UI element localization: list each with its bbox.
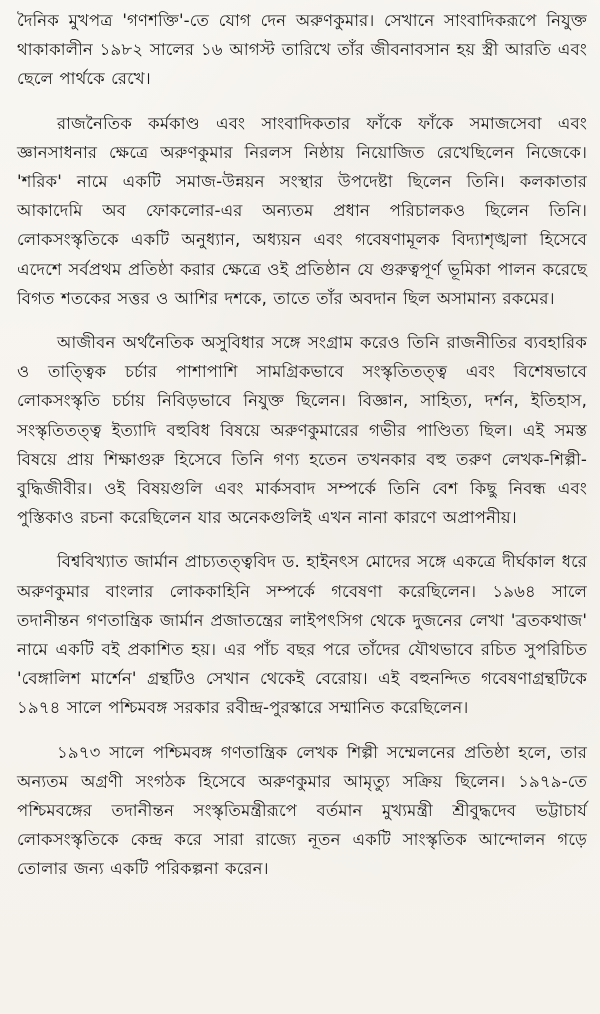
paragraph-4: বিশ্ববিখ্যাত জার্মান প্রাচ্যতত্ত্ববিদ ড. হাইনৎস মোদের সঙ্গে একত্রে দীর্ঘকাল ধরে অরুণকুমার বাংলার লোককাহিনি সম্পর্কে গবেষণা করেছিলেন। ১৯৬৪ সালে তদানীন্তন গণতান্ত্রিক জার্মান প্রজাতন্ত্রের লাইপৎসিগ থেকে দুজনের লেখা 'ব্রতকথাজ' নামে একটি বই প্রকাশিত হয়। এর পাঁচ বছর পরে তাঁদের যৌথভাবে রচিত সুপরিচিত 'বেঙ্গালিশ মার্শেন' গ্রন্থটিও সেখান থেকেই বেরোয়। এই বহুনন্দিত গবেষণাগ্রন্থটিকে ১৯৭৪ সালে পশ্চিমবঙ্গ সরকার রবীন্দ্র-পুরস্কারে সম্মানিত করেছিলেন।	[17, 552, 587, 718]
paragraph-5: ১৯৭৩ সালে পশ্চিমবঙ্গ গণতান্ত্রিক লেখক শিল্পী সম্মেলনের প্রতিষ্ঠা হলে, তার অন্যতম অগ্রণী সংগঠক হিসেবে অরুণকুমার আমৃত্যু সক্রিয় ছিলেন। ১৯৭৯-তে পশ্চিমবঙ্গের তদানীন্তন সংস্কৃতিমন্ত্রীরূপে বর্তমান মুখ্যমন্ত্রী শ্রীবুদ্ধদেব ভট্টাচার্য লোকসংস্কৃতিকে কেন্দ্র করে সারা রাজ্যে নূতন একটি সাংস্কৃতিক আন্দোলন গড়ে তোলার জন্য একটি পরিকল্পনা করেন।	[17, 742, 587, 879]
paragraph-1: দৈনিক মুখপত্র 'গণশক্তি'-তে যোগ দেন অরুণকুমার। সেখানে সাংবাদিকরূপে নিযুক্ত থাকাকালীন ১৯৮২ সালের ১৬ আগস্ট তারিখে তাঁর জীবনাবসান হয় স্ত্রী আরতি এবং ছেলে পার্থকে রেখে।	[17, 11, 587, 89]
paragraph-3: আজীবন অর্থনৈতিক অসুবিধার সঙ্গে সংগ্রাম করেও তিনি রাজনীতির ব্যবহারিক ও তাত্ত্বিক চর্চার পাশাপাশি সামগ্রিকভাবে সংস্কৃতিতত্ত্ব এবং বিশেষভাবে লোকসংস্কৃতি চর্চায় নিবিড়ভাবে নিযুক্ত ছিলেন। বিজ্ঞান, সাহিত্য, দর্শন, ইতিহাস, সংস্কৃতিতত্ত্ব ইত্যাদি বহুবিধ বিষয়ে অরুণকুমারের গভীর পাণ্ডিত্য ছিল। এই সমস্ত বিষয়ে প্রায় শিক্ষাগুরু হিসেবে তিনি গণ্য হতেন তখনকার বহু তরুণ লেখক-শিল্পী-বুদ্ধিজীবীর। ওই বিষয়গুলি এবং মার্কসবাদ সম্পর্কে তিনি বেশ কিছু নিবন্ধ এবং পুস্তিকাও রচনা করেছিলেন যার অনেকগুলিই এখন নানা কারণে অপ্রাপনীয়।	[17, 333, 587, 528]
paragraph-2: রাজনৈতিক কর্মকাণ্ড এবং সাংবাদিকতার ফাঁকে ফাঁকে সমাজসেবা এবং জ্ঞানসাধনার ক্ষেত্রে অরুণকুমার নিরলস নিষ্ঠায় নিয়োজিত রেখেছিলেন নিজেকে। 'শরিক' নামে একটি সমাজ-উন্নয়ন সংস্থার উপদেষ্টা ছিলেন তিনি। কলকাতার আকাদেমি অব ফোকলোর-এর অন্যতম প্রধান পরিচালকও ছিলেন তিনি। লোকসংস্কৃতিকে একটি অনুধ্যান, অধ্যয়ন এবং গবেষণামূলক বিদ্যাশৃঙ্খলা হিসেবে এদেশে সর্বপ্রথম প্রতিষ্ঠা করার ক্ষেত্রে ওই প্রতিষ্ঠান যে গুরুত্বপূর্ণ ভূমিকা পালন করেছে বিগত শতকের সত্তর ও আশির দশকে, তাতে তাঁর অবদান ছিল অসামান্য রকমের।	[17, 113, 587, 308]
